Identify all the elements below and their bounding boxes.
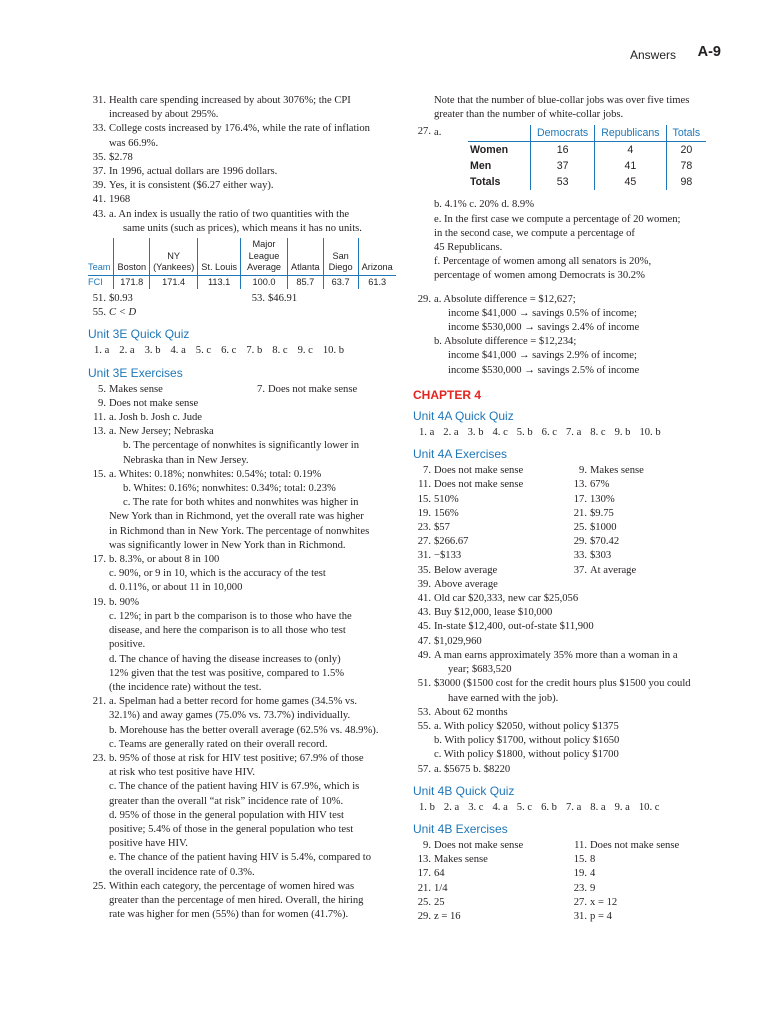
- quiz-answer: 5. c: [195, 345, 212, 357]
- answer-pair-row: [413, 853, 725, 867]
- answer-text: $303: [590, 550, 612, 562]
- answer-text: $1000: [590, 522, 617, 534]
- answer-19: 19. b. 90% c. 12%; in part b the comparison is to those who have the disease, and here the comparison is to all those who test positive. d. The chance of having the disease increases to (only) 12% given that the test was positive, compared to 1.5% (the incidence rate) without the test.: [92, 596, 352, 693]
- answer-37: 37. In 1996, actual dollars are 1996 dollars.: [92, 166, 278, 178]
- section-heading-4b-quiz: Unit 4B Quick Quiz: [413, 783, 515, 798]
- answer-text: x = 12: [590, 896, 618, 908]
- answer-pair-row: [413, 507, 725, 521]
- answer-35: 35. $2.78: [92, 151, 133, 163]
- quiz-answer: 5. c: [516, 801, 533, 813]
- party-cell: 4: [595, 142, 666, 159]
- quiz-answer: 10. b: [639, 427, 661, 439]
- quiz-answer: 4. a: [492, 801, 508, 813]
- fci-header: Atlanta: [288, 238, 324, 275]
- answer-text: Below average: [434, 564, 498, 576]
- answer-13: 13. a. New Jersey; Nebraska b. The percentage of nonwhites is significantly lower in Nebraska than in New Jersey.: [92, 426, 360, 466]
- answer-55: 55. a. With policy $2050, without policy $1375 b. With policy $1700, without policy $1650 c. With policy $1800, without policy $1700: [417, 720, 620, 761]
- answer-pair-row: [413, 478, 725, 492]
- quiz-answer: 8. c: [272, 345, 288, 357]
- fci-value: 100.0: [241, 275, 288, 289]
- answer-text: 4: [590, 868, 596, 880]
- quiz-answer: 8. a: [590, 801, 606, 813]
- quiz-answer: 2. a: [443, 801, 460, 813]
- answer-number: 13.: [417, 854, 431, 866]
- answer-41: 41. Old car $20,333, new car $25,056: [417, 593, 579, 605]
- fci-value: 61.3: [358, 275, 396, 289]
- party-cell: 37: [531, 158, 595, 174]
- quiz-answer: 2. a: [443, 427, 459, 439]
- answer-11: 11. a. Josh b. Josh c. Jude: [93, 412, 202, 424]
- quiz-answer: 5. b: [516, 427, 533, 439]
- answer-45: 45. In-state $12,400, out-of-state $11,900: [417, 621, 594, 633]
- answer-text: 64: [434, 868, 445, 880]
- answer-pair-row: [413, 521, 725, 535]
- fci-team-label: Team: [88, 238, 114, 275]
- answer-pair-row: [413, 493, 725, 507]
- answer-text: $70.42: [590, 536, 620, 548]
- fci-header: Major League Average: [241, 238, 288, 275]
- answer-pair-row: [413, 464, 725, 478]
- party-table: [468, 125, 706, 190]
- section-heading-4a-quiz: Unit 4A Quick Quiz: [413, 409, 514, 424]
- answer-number: 11.: [418, 479, 431, 491]
- quiz-answer: 8. c: [590, 427, 606, 439]
- answer-43: 43. a. An index is usually the ratio of two quantities with the same units (such as prices), which means it has no units.: [92, 208, 362, 234]
- quiz-answer: 9. a: [614, 801, 630, 813]
- answer-text: $57: [434, 522, 450, 534]
- fci-value: 171.4: [150, 275, 198, 289]
- answer-43: 43. Buy $12,000, lease $10,000: [417, 607, 553, 619]
- answer-text: 156%: [434, 507, 459, 519]
- quiz-answer: 4. a: [170, 345, 186, 357]
- quiz-answer: 3. b: [467, 427, 484, 439]
- answer-number: 7.: [423, 465, 431, 477]
- party-header: Democrats: [531, 125, 595, 142]
- answer-text: $266.67: [434, 536, 469, 548]
- answer-51: 51. $3000 ($1500 cost for the credit hours plus $1500 you could have earned with the job).: [417, 678, 691, 704]
- party-cell: 98: [666, 174, 706, 190]
- party-header: Republicans: [595, 125, 666, 142]
- answers-51-53: 51. $0.93 53. $46.91: [92, 293, 298, 305]
- quiz-answer: 6. c: [541, 427, 557, 439]
- answers-5-7: 5. Makes sense 7. Does not make sense: [98, 383, 358, 395]
- answer-number: 25.: [573, 522, 587, 534]
- answer-number: 15.: [417, 493, 431, 505]
- answer-pair-row: [413, 882, 725, 896]
- answer-31: 31. Health care spending increased by about 3076%; the CPI increased by about 295%.: [92, 95, 351, 121]
- quiz-4a-answers: [413, 426, 725, 440]
- answer-39: 39. Above average: [417, 578, 498, 590]
- answer-number: 17.: [573, 493, 587, 505]
- answer-pair-row: [413, 896, 725, 910]
- note-blue-collar: Note that the number of blue-collar jobs was over five times greater than the number of white-collar jobs.: [434, 95, 690, 121]
- quiz-answer: 4. c: [492, 427, 508, 439]
- quiz-answer: 1. a: [94, 345, 110, 357]
- answer-9: 9. Does not make sense: [98, 397, 199, 409]
- quiz-answer: 6. c: [221, 345, 237, 357]
- answer-text: 130%: [590, 493, 615, 505]
- answer-number: 37.: [573, 564, 587, 576]
- section-heading-4b-exercises: Unit 4B Exercises: [413, 821, 508, 836]
- fci-header: NY (Yankees): [150, 238, 198, 275]
- answer-number: 21.: [573, 507, 587, 519]
- quiz-answer: 7. a: [565, 801, 582, 813]
- quiz-answer: 1. b: [419, 801, 435, 813]
- answer-29: 29. a. Absolute difference = $12,627; income $41,000 → savings 0.5% of income; income $530,000 → savings 2.4% of income b. Absolute difference = $12,234; income $41,000 → savings 2.9% of income; income $530,000 → savings 2.5% of income: [417, 293, 640, 376]
- answer-number: 17.: [417, 868, 431, 880]
- answer-pair-row: [413, 839, 725, 853]
- right-column: [413, 94, 725, 924]
- answer-number: 13.: [573, 479, 587, 491]
- party-cell: 53: [531, 174, 595, 190]
- quiz-answer: 10. c: [638, 801, 660, 813]
- party-cell: 16: [531, 142, 595, 159]
- quiz-answer: 9. c: [297, 345, 313, 357]
- answer-number: 31.: [417, 550, 431, 562]
- quiz-4b-answers: [413, 801, 725, 815]
- answer-33: 33. College costs increased by 176.4%, while the rate of inflation was 66.9%.: [92, 123, 370, 149]
- answer-number: 21.: [417, 882, 431, 894]
- party-row-label: Totals: [470, 176, 501, 189]
- answer-23: 23. b. 95% of those at risk for HIV test positive; 67.9% of those at risk who test positive have HIV. c. The chance of the patient having HIV is 67.9%, which is greater than the overall “at risk” incidence rate of 10%. d. 95% of those in the general population with HIV test positive; 5.4% of those in the general population who test positive have HIV. e. The chance of the patient having HIV is 5.4%, compared to the overall incidence rate of 0.3%.: [92, 752, 372, 878]
- page-number: A-9: [697, 44, 721, 60]
- answer-41: 41. 1968: [92, 194, 131, 206]
- answer-number: 25.: [417, 896, 431, 908]
- quiz-answer: 9. b: [614, 427, 631, 439]
- answer-pair-row: [413, 549, 725, 563]
- answer-15: 15. a. Whites: 0.18%; nonwhites: 0.54%; total: 0.19% b. Whites: 0.16%; nonwhites: 0.34%; total: 0.23% c. The rate for both whites and nonwhites was higher in New York than in Richmond, yet the overall rate was higher in Richmond than in New York. The percentage of nonwhites was significantly lower in New York than in Richmond.: [92, 468, 370, 551]
- answer-number: 15.: [573, 854, 587, 866]
- answer-text: Does not make sense: [434, 465, 524, 477]
- answer-39: 39. Yes, it is consistent ($6.27 either way).: [92, 180, 274, 192]
- left-column: [88, 94, 406, 922]
- answer-number: 9.: [579, 465, 587, 477]
- answer-21: 21. a. Spelman had a better record for home games (34.5% vs. 32.1%) and away games (75.0% vs. 73.7%) individually. b. Morehouse has the better overall average (62.5% vs. 48.9%). c. Teams are generally rated on their overall record.: [92, 696, 379, 750]
- fci-value: 113.1: [198, 275, 241, 289]
- quiz-answer: 1. a: [419, 427, 435, 439]
- quiz-answer: 3. c: [468, 801, 484, 813]
- answer-pair-row: [413, 910, 725, 924]
- answer-text: 1/4: [434, 882, 448, 894]
- fci-header: St. Louis: [198, 238, 241, 275]
- answer-text: p = 4: [590, 910, 612, 922]
- answer-number: 27.: [573, 896, 587, 908]
- party-header: Totals: [666, 125, 706, 142]
- answer-text: −$133: [434, 550, 462, 562]
- answer-number: 27.: [417, 536, 431, 548]
- answer-text: Makes sense: [434, 854, 488, 866]
- answer-text: Does not make sense: [434, 839, 524, 851]
- quiz-answer: 6. b: [541, 801, 557, 813]
- fci-header: Boston: [114, 238, 150, 275]
- answer-text: Does not make sense: [434, 479, 524, 491]
- fci-value: 85.7: [288, 275, 324, 289]
- answer-pair-row: [413, 867, 725, 881]
- answer-55: 55. C < D: [92, 307, 137, 319]
- answer-17: 17. b. 8.3%, or about 8 in 100 c. 90%, or 9 in 10, which is the accuracy of the test d. 0.11%, or about 11 in 10,000: [92, 554, 326, 594]
- answers-4b-pairs: [413, 839, 725, 924]
- answer-number: 23.: [417, 522, 431, 534]
- answer-25: 25. Within each category, the percentage of women hired was greater than the percentage of men hired. Overall, the hiring rate was higher for men (55%) than for women (41.7%).: [92, 880, 364, 921]
- answer-pair-row: [413, 564, 725, 578]
- party-cell: 45: [595, 174, 666, 190]
- answer-text: z = 16: [434, 910, 461, 922]
- answer-number: 19.: [573, 868, 587, 880]
- quiz-answer: 2. a: [119, 345, 135, 357]
- answer-27: 27. a. Democrats Republicans Totals Women 16 4 20 Men 37 41 78 Totals 53 45 98 b. 4.1% c. 20% d. 8.9% e. In the first case we compute a percentage of 20 women; in the second case, we compute a percentage of 45 Republicans. f. Percentage of women among all senators is 20%, percentage of women among Democrats is 30.2%: [413, 125, 725, 283]
- answers-4a-pairs: [413, 464, 725, 578]
- quiz-answer: 3. b: [144, 345, 161, 357]
- answer-text: Does not make sense: [590, 839, 680, 851]
- fci-value: 171.8: [114, 275, 150, 289]
- section-heading-4a-exercises: Unit 4A Exercises: [413, 447, 508, 462]
- fci-value: 63.7: [323, 275, 358, 289]
- running-header-label: Answers: [629, 48, 676, 62]
- answer-53: 53. About 62 months: [417, 706, 508, 718]
- answer-57: 57. a. $5675 b. $8220: [417, 763, 511, 775]
- quiz-answer: 10. b: [322, 345, 345, 357]
- party-cell: 78: [666, 158, 706, 174]
- answer-49: 49. A man earns approximately 35% more than a woman in a year; $683,520: [417, 649, 678, 676]
- answer-text: 8: [590, 854, 596, 866]
- fci-header: Arizona: [358, 238, 396, 275]
- fci-row-label: FCI: [88, 276, 103, 287]
- answer-text: At average: [590, 564, 637, 576]
- party-row-label: Men: [470, 160, 492, 173]
- quiz-answer: 7. a: [565, 427, 582, 439]
- party-cell: 20: [666, 142, 706, 159]
- fci-header: San Diego: [323, 238, 358, 275]
- section-heading-3e-exercises: Unit 3E Exercises: [88, 365, 183, 380]
- answer-47: 47. $1,029,960: [417, 635, 482, 647]
- answer-text: 25: [434, 896, 445, 908]
- answer-number: 31.: [573, 910, 587, 922]
- answer-pair-row: [413, 535, 725, 549]
- answer-number: 29.: [417, 910, 431, 922]
- quiz-answer: 7. b: [246, 345, 263, 357]
- fci-table: [88, 238, 396, 289]
- section-heading-3e-quiz: Unit 3E Quick Quiz: [88, 327, 190, 342]
- answer-number: 29.: [573, 536, 587, 548]
- party-cell: 41: [595, 158, 666, 174]
- party-row-label: Women: [470, 144, 509, 157]
- quiz-3e-answers: [88, 344, 406, 358]
- answer-text: $9.75: [590, 507, 614, 519]
- answer-text: 9: [590, 882, 596, 894]
- answer-number: 33.: [573, 550, 587, 562]
- chapter-heading: CHAPTER 4: [413, 387, 482, 402]
- answer-number: 23.: [573, 882, 587, 894]
- answer-text: 510%: [434, 493, 459, 505]
- answer-text: Makes sense: [590, 465, 644, 477]
- answer-number: 35.: [417, 564, 431, 576]
- answer-number: 19.: [417, 507, 431, 519]
- answer-number: 9.: [423, 839, 431, 851]
- answer-text: 67%: [590, 479, 610, 491]
- answer-number: 11.: [574, 839, 587, 851]
